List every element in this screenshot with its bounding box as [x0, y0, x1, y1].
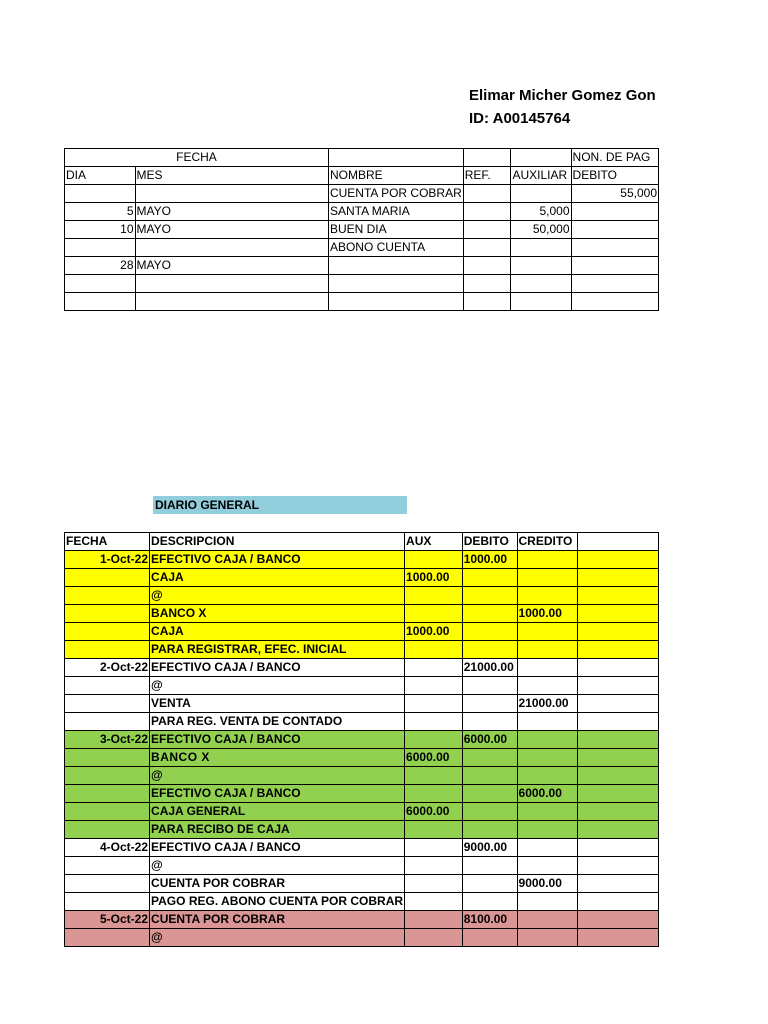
cell-descripcion: BANCO X — [150, 605, 405, 623]
cell-aux — [405, 605, 463, 623]
cell-ref — [463, 257, 511, 275]
cell-auxiliar — [511, 257, 571, 275]
cell-fecha — [65, 605, 150, 623]
cell-aux — [405, 875, 463, 893]
cell-ref — [463, 293, 511, 311]
cell-debito — [462, 803, 517, 821]
cell-ref — [463, 185, 511, 203]
cell-fecha: 1-Oct-22 — [65, 551, 150, 569]
cell-mes — [135, 293, 328, 311]
empty-cell — [511, 149, 571, 167]
journal-row — [65, 875, 659, 893]
cell-descripcion: EFECTIVO CAJA / BANCO — [150, 785, 405, 803]
col-header-descripcion: DESCRIPCION — [150, 533, 405, 551]
cell-credito — [517, 821, 578, 839]
cell-ref — [463, 275, 511, 293]
cell-debito: 21000.00 — [462, 659, 517, 677]
cell-aux: 6000.00 — [405, 803, 463, 821]
journal-row — [65, 551, 659, 569]
cell-descripcion: CAJA — [150, 623, 405, 641]
cell-descripcion: @ — [150, 767, 405, 785]
journal-row — [65, 569, 659, 587]
cell-dia — [65, 293, 136, 311]
cell-mes — [135, 239, 328, 257]
journal-row — [65, 803, 659, 821]
cell-debito — [462, 785, 517, 803]
cell-blank — [578, 569, 659, 587]
cell-blank — [578, 911, 659, 929]
cell-descripcion: CUENTA POR COBRAR — [150, 911, 405, 929]
cell-mes — [135, 185, 328, 203]
cell-debito — [462, 893, 517, 911]
cell-descripcion: PARA REGISTRAR, EFEC. INICIAL — [150, 641, 405, 659]
student-name: Elimar Micher Gomez Gon — [469, 87, 656, 104]
journal-row — [65, 767, 659, 785]
cell-aux — [405, 911, 463, 929]
cell-credito — [517, 623, 578, 641]
table-row — [65, 293, 659, 311]
cell-fecha — [65, 587, 150, 605]
cell-debito — [462, 605, 517, 623]
cell-nombre: CUENTA POR COBRAR — [328, 185, 463, 203]
fecha-group-header: FECHA — [65, 149, 329, 167]
journal-row — [65, 749, 659, 767]
cell-ref — [463, 221, 511, 239]
cell-descripcion: PARA RECIBO DE CAJA — [150, 821, 405, 839]
cell-descripcion: EFECTIVO CAJA / BANCO — [150, 731, 405, 749]
cell-descripcion: PARA REG. VENTA DE CONTADO — [150, 713, 405, 731]
cell-auxiliar: 5,000 — [511, 203, 571, 221]
cell-blank — [578, 875, 659, 893]
cell-aux — [405, 551, 463, 569]
cell-debito — [571, 203, 658, 221]
journal-row — [65, 839, 659, 857]
cell-credito — [517, 911, 578, 929]
cell-descripcion: EFECTIVO CAJA / BANCO — [150, 659, 405, 677]
col-header-mes: MES — [135, 167, 328, 185]
cell-aux — [405, 731, 463, 749]
cell-fecha — [65, 767, 150, 785]
accounts-table-container — [64, 148, 659, 311]
cell-mes: MAYO — [135, 203, 328, 221]
cell-blank — [578, 785, 659, 803]
journal-row — [65, 857, 659, 875]
cell-blank — [578, 587, 659, 605]
cell-descripcion: @ — [150, 677, 405, 695]
accounts-title-row — [65, 149, 659, 167]
journal-row — [65, 821, 659, 839]
cell-debito: 8100.00 — [462, 911, 517, 929]
journal-row — [65, 659, 659, 677]
cell-descripcion: @ — [150, 929, 405, 947]
cell-blank — [578, 659, 659, 677]
empty-cell — [328, 149, 463, 167]
cell-aux: 6000.00 — [405, 749, 463, 767]
cell-fecha — [65, 821, 150, 839]
cell-fecha: 5-Oct-22 — [65, 911, 150, 929]
cell-credito — [517, 893, 578, 911]
cell-blank — [578, 641, 659, 659]
cell-nombre: ABONO CUENTA — [328, 239, 463, 257]
cell-blank — [578, 677, 659, 695]
cell-nombre — [328, 257, 463, 275]
cell-blank — [578, 551, 659, 569]
cell-dia: 28 — [65, 257, 136, 275]
cell-credito — [517, 749, 578, 767]
cell-credito — [517, 641, 578, 659]
cell-auxiliar — [511, 275, 571, 293]
col-header-debito: DEBITO — [462, 533, 517, 551]
cell-mes: MAYO — [135, 257, 328, 275]
cell-debito — [462, 875, 517, 893]
cell-mes: MAYO — [135, 221, 328, 239]
cell-credito — [517, 659, 578, 677]
cell-aux — [405, 929, 463, 947]
cell-fecha — [65, 713, 150, 731]
cell-credito — [517, 569, 578, 587]
cell-fecha — [65, 857, 150, 875]
cell-aux: 1000.00 — [405, 569, 463, 587]
student-header — [469, 86, 669, 132]
cell-debito — [571, 221, 658, 239]
table-row — [65, 257, 659, 275]
journal-row — [65, 731, 659, 749]
cell-credito — [517, 857, 578, 875]
cell-credito — [517, 731, 578, 749]
cell-auxiliar — [511, 239, 571, 257]
journal-row — [65, 785, 659, 803]
cell-credito — [517, 929, 578, 947]
journal-row — [65, 587, 659, 605]
table-row — [65, 275, 659, 293]
table-row — [65, 221, 659, 239]
cell-dia: 5 — [65, 203, 136, 221]
cell-debito — [571, 239, 658, 257]
cell-debito — [462, 623, 517, 641]
cell-debito — [462, 749, 517, 767]
cell-fecha: 3-Oct-22 — [65, 731, 150, 749]
cell-aux — [405, 641, 463, 659]
cell-credito — [517, 551, 578, 569]
cell-debito — [571, 275, 658, 293]
cell-blank — [578, 821, 659, 839]
cell-fecha: 2-Oct-22 — [65, 659, 150, 677]
journal-table-container — [64, 532, 659, 947]
cell-fecha: 4-Oct-22 — [65, 839, 150, 857]
cell-aux — [405, 893, 463, 911]
cell-debito — [462, 929, 517, 947]
cell-fecha — [65, 803, 150, 821]
cell-nombre: SANTA MARIA — [328, 203, 463, 221]
cell-debito — [462, 821, 517, 839]
cell-fecha — [65, 677, 150, 695]
cell-blank — [578, 695, 659, 713]
cell-fecha — [65, 695, 150, 713]
col-header-fecha: FECHA — [65, 533, 150, 551]
cell-fecha — [65, 623, 150, 641]
journal-row — [65, 605, 659, 623]
cell-dia: 10 — [65, 221, 136, 239]
cell-debito — [462, 695, 517, 713]
cell-blank — [578, 893, 659, 911]
cell-descripcion: CAJA GENERAL — [150, 803, 405, 821]
accounts-header-row — [65, 167, 659, 185]
cell-fecha — [65, 569, 150, 587]
cell-blank — [578, 857, 659, 875]
cell-debito — [462, 641, 517, 659]
cell-dia — [65, 239, 136, 257]
cell-aux — [405, 821, 463, 839]
cell-credito: 6000.00 — [517, 785, 578, 803]
cell-credito — [517, 803, 578, 821]
table-row — [65, 239, 659, 257]
cell-aux — [405, 857, 463, 875]
cell-aux — [405, 659, 463, 677]
cell-descripcion: @ — [150, 857, 405, 875]
cell-blank — [578, 767, 659, 785]
col-header-auxiliar: AUXILIAR — [511, 167, 571, 185]
student-id: ID: A00145764 — [469, 110, 571, 127]
cell-debito — [462, 857, 517, 875]
col-header-ref: REF. — [463, 167, 511, 185]
cell-fecha — [65, 749, 150, 767]
diario-general-title: DIARIO GENERAL — [153, 496, 407, 514]
cell-nombre — [328, 275, 463, 293]
col-header-debito: DEBITO — [571, 167, 658, 185]
cell-aux — [405, 839, 463, 857]
cell-blank — [578, 929, 659, 947]
cell-debito — [462, 713, 517, 731]
cell-blank — [578, 803, 659, 821]
cell-descripcion: CUENTA POR COBRAR — [150, 875, 405, 893]
cell-auxiliar — [511, 185, 571, 203]
cell-debito: 9000.00 — [462, 839, 517, 857]
table-row — [65, 203, 659, 221]
journal-row — [65, 911, 659, 929]
cell-descripcion: BANCO X — [150, 749, 405, 767]
cell-credito — [517, 767, 578, 785]
cell-debito: 6000.00 — [462, 731, 517, 749]
cell-dia — [65, 275, 136, 293]
cell-blank — [578, 623, 659, 641]
cell-debito: 1000.00 — [462, 551, 517, 569]
cell-dia — [65, 185, 136, 203]
cell-blank — [578, 731, 659, 749]
journal-row — [65, 893, 659, 911]
cell-debito: 55,000 — [571, 185, 658, 203]
non-de-pago-header: NON. DE PAG — [571, 149, 658, 167]
accounts-body — [65, 185, 659, 311]
cell-credito: 1000.00 — [517, 605, 578, 623]
cell-aux — [405, 677, 463, 695]
table-row — [65, 185, 659, 203]
cell-aux — [405, 587, 463, 605]
journal-header-row — [65, 533, 659, 551]
cell-mes — [135, 275, 328, 293]
cell-credito — [517, 839, 578, 857]
cell-descripcion: VENTA — [150, 695, 405, 713]
cell-nombre — [328, 293, 463, 311]
cell-aux — [405, 767, 463, 785]
journal-row — [65, 677, 659, 695]
col-header-blank — [578, 533, 659, 551]
cell-ref — [463, 239, 511, 257]
cell-fecha — [65, 785, 150, 803]
journal-table — [64, 532, 659, 947]
col-header-dia: DIA — [65, 167, 136, 185]
journal-row — [65, 929, 659, 947]
cell-debito — [571, 293, 658, 311]
cell-aux — [405, 695, 463, 713]
journal-row — [65, 641, 659, 659]
cell-debito — [571, 257, 658, 275]
empty-cell — [463, 149, 511, 167]
cell-debito — [462, 767, 517, 785]
accounts-table — [64, 148, 659, 311]
cell-descripcion: CAJA — [150, 569, 405, 587]
journal-row — [65, 713, 659, 731]
cell-blank — [578, 605, 659, 623]
cell-debito — [462, 569, 517, 587]
cell-descripcion: PAGO REG. ABONO CUENTA POR COBRAR — [150, 893, 405, 911]
cell-fecha — [65, 875, 150, 893]
cell-fecha — [65, 929, 150, 947]
cell-blank — [578, 749, 659, 767]
cell-descripcion: EFECTIVO CAJA / BANCO — [150, 839, 405, 857]
cell-credito: 21000.00 — [517, 695, 578, 713]
cell-credito — [517, 587, 578, 605]
col-header-credito: CREDITO — [517, 533, 578, 551]
col-header-nombre: NOMBRE — [328, 167, 463, 185]
cell-debito — [462, 587, 517, 605]
cell-fecha — [65, 893, 150, 911]
cell-credito — [517, 713, 578, 731]
cell-credito: 9000.00 — [517, 875, 578, 893]
cell-debito — [462, 677, 517, 695]
cell-aux — [405, 713, 463, 731]
cell-descripcion: @ — [150, 587, 405, 605]
cell-credito — [517, 677, 578, 695]
cell-nombre: BUEN DIA — [328, 221, 463, 239]
cell-descripcion: EFECTIVO CAJA / BANCO — [150, 551, 405, 569]
col-header-aux: AUX — [405, 533, 463, 551]
cell-blank — [578, 713, 659, 731]
cell-fecha — [65, 641, 150, 659]
cell-aux — [405, 785, 463, 803]
cell-auxiliar: 50,000 — [511, 221, 571, 239]
cell-blank — [578, 839, 659, 857]
cell-aux: 1000.00 — [405, 623, 463, 641]
journal-body — [65, 551, 659, 947]
journal-row — [65, 623, 659, 641]
journal-row — [65, 695, 659, 713]
cell-ref — [463, 203, 511, 221]
cell-auxiliar — [511, 293, 571, 311]
